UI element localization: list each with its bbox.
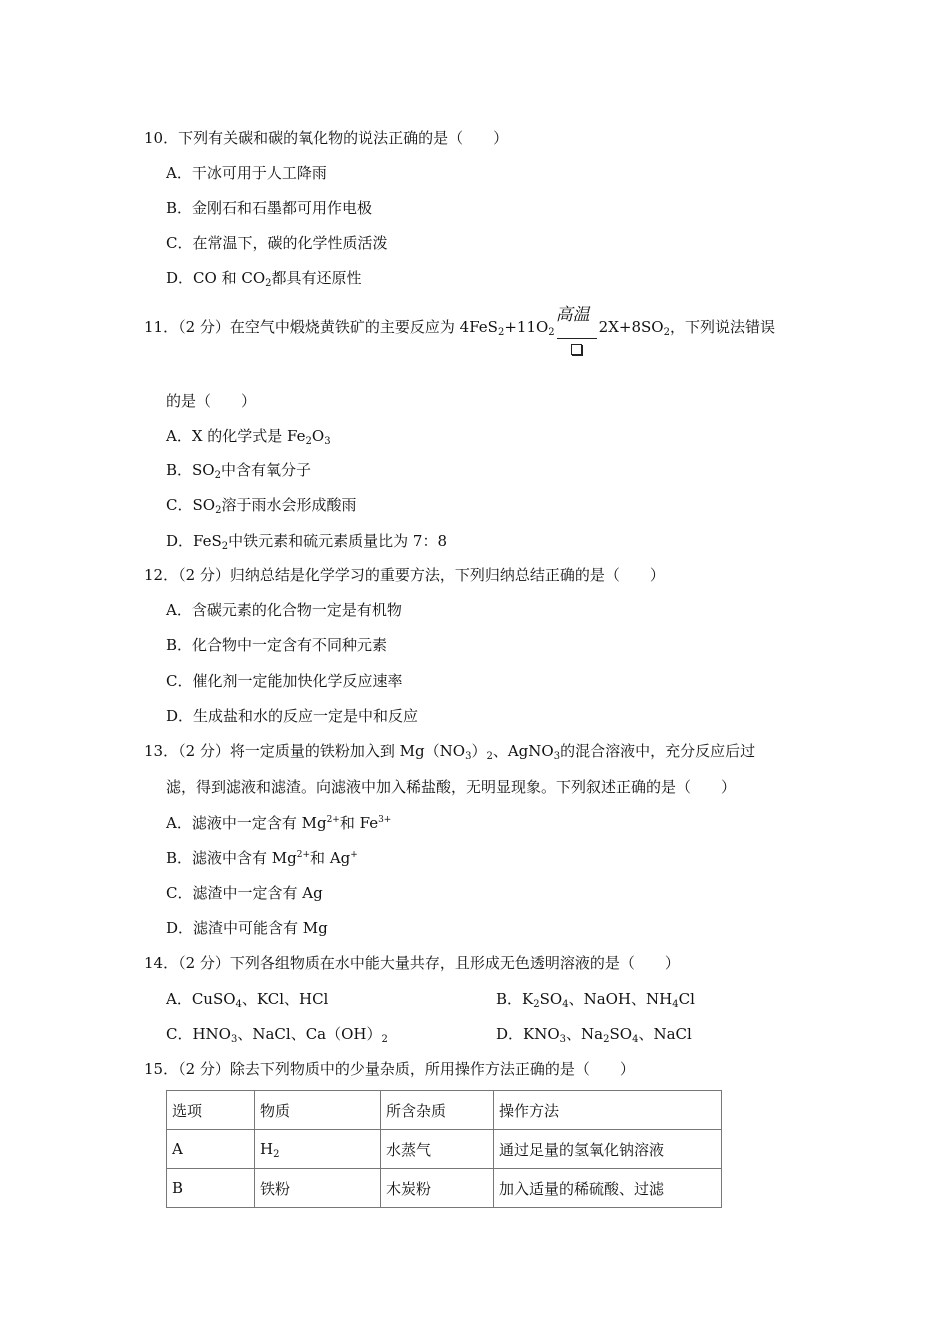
table-row [167, 1130, 722, 1169]
table-header-row [167, 1091, 722, 1130]
table-header-cell: 选项 [167, 1091, 255, 1130]
q10-option-b: B．金刚石和石墨都可用作电极 [166, 199, 373, 217]
q12-option-c: C．催化剂一定能加快化学反应速率 [166, 672, 403, 690]
table-cell: A [167, 1130, 255, 1169]
q13-option-c: C．滤渣中一定含有 Ag [166, 884, 323, 902]
table-header-cell: 操作方法 [494, 1091, 722, 1130]
q13-option-b: B．滤液中含有 $Mg^{2+}$和 Ag+ [166, 849, 358, 867]
table-row [167, 1169, 722, 1208]
q12-option-b: B．化合物中一定含有不同种元素 [166, 636, 388, 654]
q14-stem: 14．（2 分）下列各组物质在水中能大量共存，且形成无色透明溶液的是（ ） [144, 954, 680, 972]
table-cell: 铁粉 [255, 1169, 381, 1208]
q13-stem: 13．（2 分）将一定质量的铁粉加入到 $Mg(NO_3)_2$、AgNO$_3$的混合溶液中，充分反应后过 [144, 742, 756, 762]
q14-option-b: B．$K_2SO_4$、NaOH、$NH_4Cl$ [496, 990, 695, 1010]
q15-stem: 15．（2 分）除去下列物质中的少量杂质，所用操作方法正确的是（ ） [144, 1060, 635, 1078]
q11-option-d: D．FeS$_2$中铁元素和硫元素质量比为 7：8 [166, 532, 448, 552]
table-cell: 加入适量的稀硫酸、过滤 [494, 1169, 722, 1208]
table-header-cell: 物质 [255, 1091, 381, 1130]
q14-option-d: D．$KNO_3$、$Na_2SO_4$、NaCl [496, 1025, 692, 1045]
q11-stem-continued: 的是（ ） [166, 392, 257, 410]
table-cell: $H_2$ [255, 1130, 381, 1169]
table-cell: 通过足量的氢氧化钠溶液 [494, 1130, 722, 1169]
table-cell: B [167, 1169, 255, 1208]
q13-option-a: A．滤液中一定含有 $Mg^{2+}$和 $Fe^{3+}$ [166, 814, 392, 832]
q10-option-a: A．干冰可用于人工降雨 [166, 164, 327, 182]
q14-option-a: A．CuSO$_4$、KCl、HCl [166, 990, 329, 1010]
q14-option-c: C．$HNO_3$、NaCl、$Ca(OH)_2$ [166, 1025, 388, 1045]
table-cell: 木炭粉 [381, 1169, 494, 1208]
q11-option-c: C．$SO_2$溶于雨水会形成酸雨 [166, 496, 357, 516]
reaction-condition: 高温 [556, 317, 598, 337]
q11-stem: 11．（2 分）在空气中煅烧黄铁矿的主要反应为 $4FeS_2+11O_2$ 高温 $2X+8SO_2$，下列说法错误 [144, 317, 775, 337]
q13-option-d: D．滤渣中可能含有 Mg [166, 919, 328, 937]
q10-option-c: C．在常温下，碳的化学性质活泼 [166, 234, 388, 252]
q12-stem: 12．（2 分）归纳总结是化学学习的重要方法，下列归纳总结正确的是（ ） [144, 566, 665, 584]
q10-option-d: D．CO 和 $CO_2$都具有还原性 [166, 269, 362, 289]
table-cell: 水蒸气 [381, 1130, 494, 1169]
q10-stem: 10．下列有关碳和碳的氧化物的说法正确的是（ ） [144, 129, 509, 147]
q11-option-b: B．$SO_2$中含有氧分子 [166, 461, 311, 481]
q11-option-a: A．X 的化学式是 $Fe_2O_3$ [166, 427, 331, 447]
q13-stem-continued: 滤，得到滤液和滤渣。向滤液中加入稀盐酸，无明显现象。下列叙述正确的是（ ） [166, 778, 737, 796]
table-header-cell: 所含杂质 [381, 1091, 494, 1130]
q12-option-d: D．生成盐和水的反应一定是中和反应 [166, 707, 419, 725]
q12-option-a: A．含碳元素的化合物一定是有机物 [166, 601, 402, 619]
q15-options-table [166, 1090, 722, 1208]
